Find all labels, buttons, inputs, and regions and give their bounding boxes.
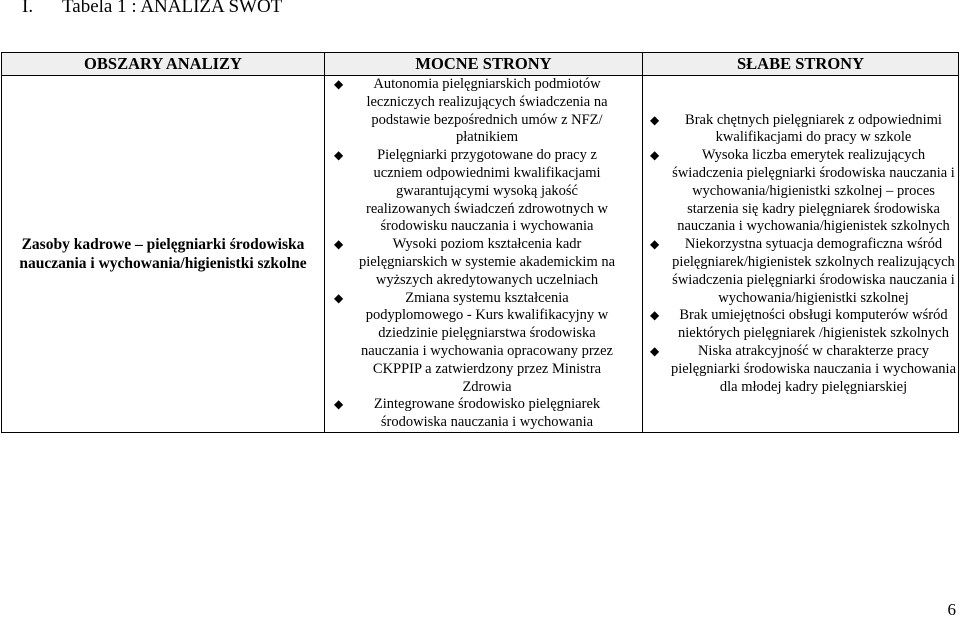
bullet-icon: ◆ [650, 343, 660, 358]
list-item [325, 147, 642, 236]
list-item [325, 396, 642, 432]
list-item [325, 290, 642, 397]
bullet-icon: ◆ [334, 148, 344, 163]
bullet-icon: ◆ [334, 290, 344, 305]
strength-text: Zintegrowane środowisko pielęgniarek środowiska nauczania i wychowania [373, 396, 601, 431]
weakness-text: Brak umiejętności obsługi komputerów wśród niektórych pielęgniarek /higienistek szkolnych [678, 307, 949, 342]
weakness-text: Niekorzystna sytuacja demograficzna wśród pielęgniarek/higienistek szkolnych realizujących świadczenia pielęgniarki środowiska nauczania i wychowania/higienistki szkolnej [672, 236, 955, 306]
strength-text: Wysoki poziom kształcenia kadr pielęgniarskich w systemie akademickim na wyższych akredytowanych uczelniach [358, 236, 616, 288]
table-row [2, 76, 959, 433]
heading-number: I. [22, 0, 34, 17]
header-row [2, 53, 959, 76]
strengths-list [325, 76, 642, 432]
list-item [325, 76, 642, 147]
strength-text: Pielęgniarki przygotowane do pracy z uczniem odpowiednimi kwalifikacjami gwarantującymi wysoką jakość realizowanych świadczeń zdrowotnych w środowisku nauczania i wychowania [366, 147, 608, 235]
list-item [643, 112, 958, 148]
bullet-icon: ◆ [650, 148, 660, 163]
list-item [643, 236, 958, 307]
bullet-icon: ◆ [334, 397, 344, 412]
strengths-cell [325, 76, 643, 433]
analysis-area-text: Zasoby kadrowe – pielęgniarki środowiska nauczania i wychowania/higienistki szkolne [19, 235, 307, 272]
page-number: 6 [947, 600, 956, 619]
heading-title: Tabela 1 : ANALIZA SWOT [62, 0, 283, 17]
header-strengths: MOCNE STRONY [325, 53, 643, 76]
bullet-icon: ◆ [650, 112, 660, 127]
list-item [643, 307, 958, 343]
strength-text: Zmiana systemu kształcenia podyplomowego - Kurs kwalifikacyjny w dziedzinie pielęgniarstwa środowiska nauczania i wychowania opracowany przez CKPPIP a zatwierdzony przez Ministra Zdrowia [360, 289, 613, 395]
table-heading [22, 0, 282, 19]
bullet-icon: ◆ [334, 237, 344, 252]
bullet-icon: ◆ [650, 308, 660, 323]
weakness-text: Wysoka liczba emerytek realizujących świadczenia pielęgniarki środowiska nauczania i wychowania/higienistki szkolnej – proces starzenia się kadry pielęgniarek środowiska nauczania i wychowania/higienistek szkolnych [672, 147, 955, 235]
weakness-text: Brak chętnych pielęgniarek z odpowiednimi kwalifikacjami do pracy w szkole [685, 111, 942, 146]
weaknesses-cell [643, 76, 959, 433]
list-item [325, 236, 642, 289]
list-item [643, 343, 958, 396]
list-item [643, 147, 958, 236]
header-areas: OBSZARY ANALIZY [2, 53, 325, 76]
bullet-icon: ◆ [334, 77, 344, 91]
header-weaknesses: SŁABE STRONY [643, 53, 959, 76]
swot-table [1, 52, 959, 433]
strength-text: Autonomia pielęgniarskich podmiotów leczniczych realizujących świadczenia na podstawie bezpośrednich umów z NFZ/ płatnikiem [366, 76, 608, 146]
analysis-area-cell [2, 76, 325, 433]
bullet-icon: ◆ [650, 237, 660, 252]
weaknesses-list [643, 112, 958, 397]
weakness-text: Niska atrakcyjność w charakterze pracy pielęgniarki środowiska nauczania i wychowania dla młodej kadry pielęgniarskiej [670, 342, 957, 395]
